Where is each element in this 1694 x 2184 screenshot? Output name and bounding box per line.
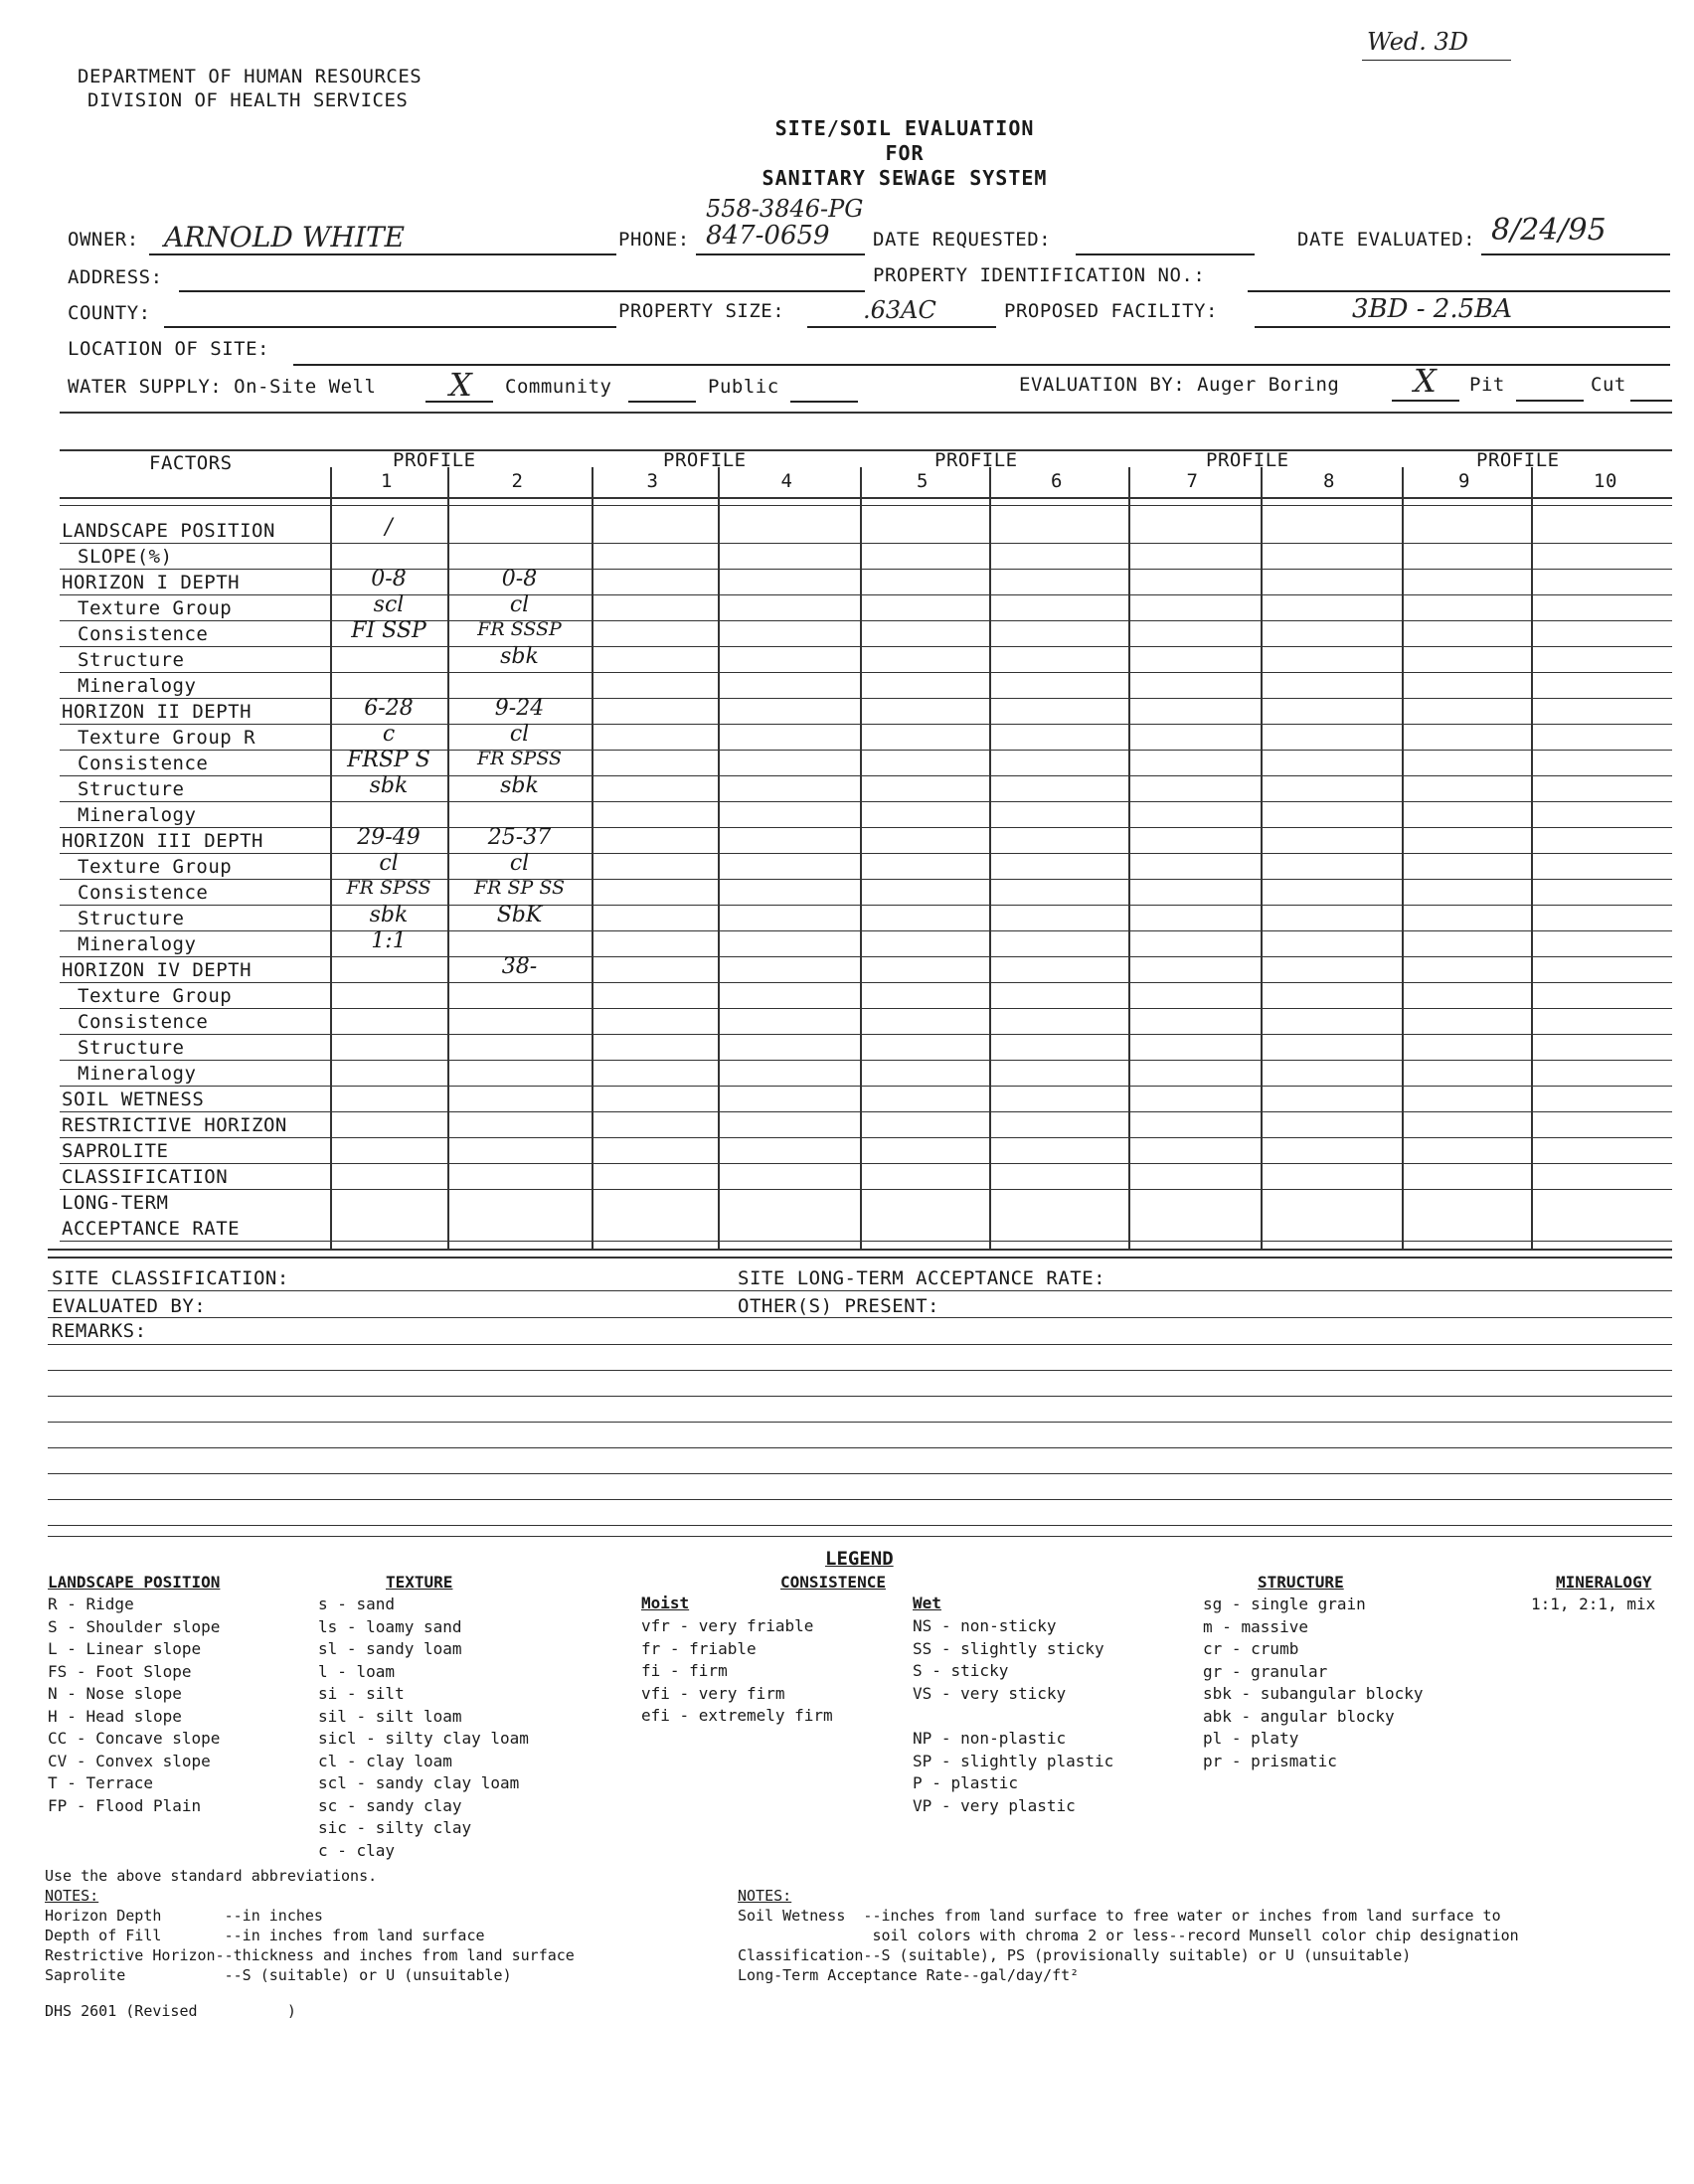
row-rule [60,569,1672,570]
legend-item: Long-Term Acceptance Rate--gal/day/ft² [738,1966,1080,1984]
profile-2-cell[interactable]: FR SP SS [473,877,566,899]
row-label: Mineralogy [78,675,197,697]
remarks-rule-2 [48,1370,1672,1371]
legend-item: sl - sandy loam [318,1639,462,1658]
phone-label: PHONE: [618,229,690,251]
site-rule-1 [48,1290,1672,1291]
legend-item: T - Terrace [48,1773,153,1792]
legend-item: SP - slightly plastic [913,1751,1114,1770]
table-top-rule [60,449,1672,451]
remarks-label: REMARKS: [52,1320,147,1342]
profile-header-label: PROFILE [393,449,476,471]
legend-item: vfr - very friable [641,1616,814,1635]
row-label: Consistence [78,753,209,774]
row-rule [60,594,1672,595]
remarks-rule-8 [48,1525,1672,1526]
legend-structure-list [1203,1594,1424,1772]
row-label: LANDSCAPE POSITION [62,520,275,542]
row-label: Structure [78,649,185,671]
table-column-divider [860,467,862,1249]
property-size-field-line [807,326,996,328]
legend-item: FS - Foot Slope [48,1661,192,1681]
legend-item: P - plastic [913,1773,1018,1792]
row-rule [60,1060,1672,1061]
legend-item: Depth of Fill --in inches from land surface [45,1927,485,1944]
evaluated-by-label: EVALUATED BY: [52,1295,207,1317]
profile-1-cell[interactable]: 1:1 [371,928,407,953]
row-label: SAPROLITE [62,1140,169,1162]
row-rule [60,853,1672,854]
profile-1-cell[interactable]: 6-28 [364,696,414,721]
notes-left-list [45,1906,575,1985]
date-evaluated-value[interactable]: 8/24/95 [1491,213,1607,248]
pit-label: Pit [1469,374,1505,396]
legend-item: c - clay [318,1840,396,1860]
profile-header-label: PROFILE [663,449,747,471]
profile-2-cell[interactable]: FR SPSS [476,748,563,769]
profile-2-cell[interactable]: cl [509,592,530,617]
row-label: HORIZON I DEPTH [62,572,241,593]
row-label: Structure [78,908,185,929]
row-label: Texture Group R [78,727,256,749]
profile-1-cell[interactable]: FRSP S [347,748,430,772]
community-field-line [628,401,696,403]
pit-field-line [1516,400,1584,402]
row-label: HORIZON III DEPTH [62,830,263,852]
row-label: HORIZON IV DEPTH [62,959,253,981]
form-title-line-2: FOR [885,141,925,165]
legend-consistence-heading: CONSISTENCE [780,1573,886,1592]
profile-number: 4 [780,470,793,492]
auger-boring-field-line [1392,400,1459,402]
legend-item: VP - very plastic [913,1795,1076,1815]
row-rule [60,543,1672,544]
corner-note-underline [1362,60,1511,61]
row-rule [60,801,1672,802]
address-label: ADDRESS: [68,266,163,288]
row-rule [60,1137,1672,1138]
property-id-label: PROPERTY IDENTIFICATION NO.: [873,264,1206,286]
row-rule [60,698,1672,699]
row-label: LONG-TERM [62,1192,169,1214]
remarks-rule-4 [48,1422,1672,1423]
legend-wet-list-2 [913,1728,1113,1817]
row-rule [60,1086,1672,1087]
legend-item: N - Nose slope [48,1684,182,1703]
profile-2-cell[interactable]: 9-24 [494,696,545,721]
row-label: Consistence [78,623,209,645]
proposed-facility-value[interactable]: 3BD - 2.5BA [1352,294,1513,324]
agency-line-2: DIVISION OF HEALTH SERVICES [87,89,409,111]
header-bottom-rule [60,412,1672,414]
legend-item: Soil Wetness --inches from land surface to free water or inches from land surface to [738,1907,1501,1925]
row-rule [60,827,1672,828]
public-field-line [790,401,858,403]
remarks-rule-1 [48,1344,1672,1345]
profile-2-cell[interactable]: cl [509,851,530,876]
legend-item: efi - extremely firm [641,1706,833,1725]
legend-item: sicl - silty clay loam [318,1729,529,1748]
legend-texture-list [318,1594,529,1862]
legend-item: m - massive [1203,1616,1308,1636]
legend-item: Classification--S (suitable), PS (provisionally suitable) or U (unsuitable) [738,1946,1412,1964]
row-label: SLOPE(%) [78,546,173,568]
property-size-value[interactable]: .63AC [863,296,936,324]
legend-item: l - loam [318,1661,396,1681]
legend-item: NS - non-sticky [913,1616,1057,1635]
legend-item: Saprolite --S (suitable) or U (unsuitable) [45,1966,512,1984]
profile-2-cell[interactable]: cl [509,722,530,747]
agency-line-1: DEPARTMENT OF HUMAN RESOURCES [78,66,423,87]
legend-item: VS - very sticky [913,1683,1067,1703]
water-supply-label: WATER SUPPLY: On-Site Well [68,376,377,398]
profile-2-cell[interactable]: 25-37 [487,825,552,850]
site-classification-label: SITE CLASSIFICATION: [52,1267,289,1289]
remarks-rule-5 [48,1447,1672,1448]
legend-item: sil - silt loam [318,1706,462,1726]
table-column-divider [1261,467,1263,1249]
legend-item: abk - angular blocky [1203,1706,1395,1726]
table-column-divider [718,467,720,1249]
cut-field-line [1630,400,1672,402]
table-header-rule-2 [60,505,1672,506]
row-label: ACCEPTANCE RATE [62,1218,241,1240]
row-rule [60,672,1672,673]
property-size-label: PROPERTY SIZE: [618,300,785,322]
remarks-rule-6 [48,1473,1672,1474]
row-label: Consistence [78,882,209,904]
legend-item: fi - firm [641,1661,728,1680]
county-label: COUNTY: [68,302,151,324]
legend-item: CC - Concave slope [48,1729,221,1748]
row-label: Structure [78,778,185,800]
table-column-divider [1128,467,1130,1249]
table-column-divider [592,467,593,1249]
legend-mineralogy-item: 1:1, 2:1, mix [1531,1595,1656,1613]
table-column-divider [989,467,991,1249]
form-number: DHS 2601 (Revised ) [45,2002,296,2020]
profile-number: 5 [917,470,929,492]
table-bottom-rule [48,1249,1672,1251]
row-label: Texture Group [78,597,233,619]
legend-structure-heading: STRUCTURE [1258,1573,1344,1592]
proposed-facility-label: PROPOSED FACILITY: [1004,300,1218,322]
profile-number: 10 [1594,470,1617,492]
community-label: Community [505,376,612,398]
legend-landscape-heading: LANDSCAPE POSITION [48,1573,221,1592]
notes-left-heading: NOTES: [45,1887,99,1905]
notes-right-list [738,1906,1519,1985]
table-column-divider [1402,467,1404,1249]
notes-right-heading: NOTES: [738,1887,792,1905]
legend-item: Horizon Depth --in inches [45,1907,323,1925]
row-rule [60,956,1672,957]
profile-number: 9 [1458,470,1470,492]
row-label: CLASSIFICATION [62,1166,229,1188]
row-label: Texture Group [78,856,233,878]
use-standard-note: Use the above standard abbreviations. [45,1867,378,1885]
row-label: Texture Group [78,985,233,1007]
legend-item: FP - Flood Plain [48,1795,202,1815]
legend-item: sg - single grain [1203,1595,1366,1613]
owner-field-line [149,253,616,255]
date-evaluated-label: DATE EVALUATED: [1297,229,1476,251]
legend-item: soil colors with chroma 2 or less--record Munsell color chip designation [738,1927,1519,1944]
location-field-line [293,364,1670,366]
legend-item: pr - prismatic [1203,1751,1337,1770]
row-label: SOIL WETNESS [62,1089,205,1110]
legend-wet-list [913,1615,1104,1705]
form-title-line-1: SITE/SOIL EVALUATION [774,116,1035,140]
evaluation-by-label: EVALUATION BY: Auger Boring [1019,374,1340,396]
row-rule [60,982,1672,983]
profile-1-cell[interactable]: sbk [369,773,409,798]
legend-item: si - silt [318,1684,405,1703]
profile-2-cell[interactable]: sbk [500,773,539,798]
profile-1-cell[interactable]: / [385,515,393,540]
cut-label: Cut [1591,374,1626,396]
proposed-facility-field-line [1255,326,1670,328]
others-present-label: OTHER(S) PRESENT: [738,1295,939,1317]
row-rule [60,750,1672,751]
legend-moist-heading: Moist [641,1594,690,1612]
legend-item: NP - non-plastic [913,1729,1067,1748]
legend-item: H - Head slope [48,1706,182,1726]
public-label: Public [708,376,779,398]
corner-note: Wed. 3D [1367,28,1469,56]
date-requested-label: DATE REQUESTED: [873,229,1052,251]
row-label: Mineralogy [78,804,197,826]
legend-item: s - sand [318,1595,396,1613]
date-requested-field-line [1076,253,1255,255]
profile-number: 8 [1323,470,1335,492]
row-rule [60,724,1672,725]
legend-item: Restrictive Horizon--thickness and inches from land surface [45,1946,575,1964]
legend-item: pl - platy [1203,1729,1299,1748]
row-label: RESTRICTIVE HORIZON [62,1114,287,1136]
profile-1-cell[interactable]: FI SSP [351,618,426,643]
legend-title: LEGEND [825,1548,894,1570]
legend-item: S - sticky [913,1661,1009,1680]
remarks-rule-3 [48,1396,1672,1397]
row-label: Consistence [78,1011,209,1033]
row-rule [60,646,1672,647]
row-rule [60,1241,1672,1242]
profile-2-cell[interactable]: 0-8 [501,567,538,591]
profile-1-cell[interactable]: cl [379,851,399,876]
row-label: Mineralogy [78,933,197,955]
legend-item: sbk - subangular blocky [1203,1684,1424,1703]
profile-header-label: PROFILE [1476,449,1560,471]
legend-item: S - Shoulder slope [48,1616,221,1636]
row-rule [60,1111,1672,1112]
address-field-line [179,290,865,292]
profile-number: 1 [381,470,393,492]
profile-number: 6 [1051,470,1063,492]
date-evaluated-field-line [1481,253,1670,255]
row-rule [60,1008,1672,1009]
row-label: Mineralogy [78,1063,197,1085]
profile-1-cell[interactable]: FR SPSS [346,877,431,899]
factors-header: FACTORS [149,452,233,474]
row-rule [60,1034,1672,1035]
profile-1-cell[interactable]: scl [373,592,405,617]
water-supply-mark[interactable]: X [449,366,472,404]
table-header-rule [60,497,1672,499]
profile-number: 3 [646,470,659,492]
form-title-line-3: SANITARY SEWAGE SYSTEM [762,166,1048,190]
location-label: LOCATION OF SITE: [68,338,269,360]
site-rule-2 [48,1317,1672,1318]
row-label: HORIZON II DEPTH [62,701,253,723]
phone-alt-value: 558-3846-PG [706,195,864,223]
row-label: Structure [78,1037,185,1059]
profile-2-cell[interactable]: 38- [501,954,538,979]
profile-2-cell[interactable]: SbK [496,903,543,927]
legend-item: cr - crumb [1203,1639,1299,1658]
profile-2-cell[interactable]: FR SSSP [477,618,562,640]
phone-field-line [696,253,865,255]
legend-moist-list [641,1615,833,1728]
legend-item: vfi - very firm [641,1683,785,1703]
legend-wet-heading: Wet [913,1594,941,1612]
legend-item: gr - granular [1203,1661,1328,1681]
property-id-field-line [1248,290,1670,292]
profile-number: 7 [1186,470,1199,492]
row-rule [60,1163,1672,1164]
legend-item: SS - slightly sticky [913,1638,1104,1658]
water-supply-well-line [425,401,493,403]
legend-item: cl - clay loam [318,1751,452,1770]
phone-value[interactable]: 847-0659 [706,221,830,251]
row-rule [60,775,1672,776]
profile-header-label: PROFILE [1206,449,1289,471]
legend-item: CV - Convex slope [48,1751,211,1770]
legend-item: scl - sandy clay loam [318,1773,520,1792]
profile-2-cell[interactable]: sbk [500,644,539,669]
profile-1-cell[interactable]: 0-8 [371,567,407,591]
site-acceptance-label: SITE LONG-TERM ACCEPTANCE RATE: [738,1267,1106,1289]
row-rule [60,620,1672,621]
profile-1-cell[interactable]: c [382,722,396,747]
profile-1-cell[interactable]: sbk [369,903,409,927]
legend-texture-heading: TEXTURE [386,1573,453,1592]
legend-landscape-list [48,1594,220,1817]
legend-mineralogy-heading: MINERALOGY [1556,1573,1652,1592]
profile-header-label: PROFILE [934,449,1018,471]
legend-item: ls - loamy sand [318,1616,462,1636]
legend-item: fr - friable [641,1638,757,1658]
owner-value[interactable]: ARNOLD WHITE [164,221,406,253]
remarks-rule-7 [48,1499,1672,1500]
owner-label: OWNER: [68,229,139,251]
row-rule [60,930,1672,931]
profile-number: 2 [511,470,524,492]
remarks-rule-9 [48,1536,1672,1537]
row-rule [60,1189,1672,1190]
county-field-line [164,326,616,328]
table-bottom-rule [48,1257,1672,1259]
profile-1-cell[interactable]: 29-49 [357,825,421,850]
legend-item: sic - silty clay [318,1818,472,1837]
row-rule [60,905,1672,906]
row-rule [60,879,1672,880]
legend-item: sc - sandy clay [318,1795,462,1815]
legend-item: L - Linear slope [48,1639,202,1658]
table-column-divider [1531,467,1533,1249]
evaluation-mark[interactable]: X [1414,362,1437,400]
legend-item: R - Ridge [48,1595,134,1613]
